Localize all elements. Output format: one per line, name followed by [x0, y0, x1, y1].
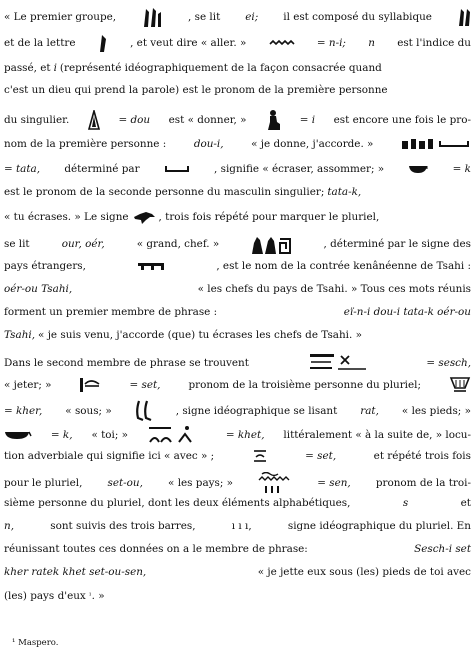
text-fragment: , déterminé par le signe des [323, 238, 471, 250]
text-fragment: sont suivis des trois barres, [50, 520, 196, 532]
text-fragment: « les pieds; » [401, 405, 471, 417]
text-fragment: . » [91, 590, 105, 602]
text-fragment: kher ratek khet set-ou-sen, [4, 566, 147, 578]
hieroglyph-basket-icon [408, 164, 428, 174]
text-fragment: est « donner, » [168, 114, 247, 126]
hieroglyph-land-icon [137, 260, 165, 272]
hieroglyph-set-small-icon [252, 448, 268, 464]
text-line [4, 496, 471, 510]
text-line [4, 109, 471, 131]
text-fragment: nom de la première personne : [4, 138, 167, 150]
text-fragment: set-ou, [107, 477, 143, 489]
text-fragment: rat, [360, 405, 379, 417]
text-line [4, 259, 471, 273]
text-fragment: passé, et [4, 62, 51, 74]
text-fragment: i [53, 62, 57, 74]
text-fragment: et de la lettre [4, 37, 76, 49]
footnote: ¹ Maspero. [12, 638, 59, 648]
text-line [4, 565, 471, 579]
text-fragment: « tu écrases. » Le signe [4, 211, 129, 223]
text-fragment: pronom de la troi- [375, 477, 471, 489]
text-fragment: « toi; » [91, 429, 129, 441]
text-fragment: (les) pays d'eux [4, 590, 86, 602]
text-fragment: « je jette eux sous (les) pieds de toi avec [257, 566, 471, 578]
hieroglyph-bird-seat-icon [251, 233, 291, 255]
text-fragment: , et veut dire « aller. » [130, 37, 247, 49]
text-fragment: sième personne du pluriel, dont les deux éléments alphabétiques, [4, 497, 351, 509]
text-fragment: ¹ [88, 592, 92, 600]
text-fragment: est encore une fois le pro- [333, 114, 471, 126]
text-fragment: « Le premier groupe, [4, 11, 117, 23]
text-fragment: = khet, [225, 429, 265, 441]
hieroglyph-reeds-icon [141, 6, 163, 28]
text-fragment: = set, [305, 450, 337, 462]
text-fragment: Dans le second membre de phrase se trouvent [4, 357, 249, 369]
text-line [4, 542, 471, 556]
text-fragment: « je suis venu, j'accorde (que) tu écrases les chefs de Tsahi. » [38, 329, 362, 341]
text-fragment: se lit [4, 238, 30, 250]
text-line [4, 424, 471, 446]
text-fragment: ei; [245, 11, 259, 23]
text-fragment: oér-ou Tsahi, [4, 283, 73, 295]
text-fragment: , signe idéographique se lisant [175, 405, 338, 417]
text-line [4, 472, 471, 494]
text-fragment: « grand, chef. » [136, 238, 220, 250]
text-line [4, 185, 471, 199]
text-line [4, 328, 365, 342]
text-fragment: dou-i, [193, 138, 224, 150]
text-line [4, 376, 471, 394]
hieroglyph-reed-pair-icon [457, 7, 471, 27]
text-fragment: = kher, [4, 405, 43, 417]
text-fragment: « les chefs du pays de Tsahi. » Tous ces mots réunis [197, 283, 471, 295]
text-fragment: , signifie « écraser, assommer; » [214, 163, 385, 175]
text-fragment: « sous; » [65, 405, 112, 417]
hieroglyph-sen-group-icon [258, 472, 292, 494]
text-fragment: , est le nom de la contrée kenânéenne de Tsahi : [216, 260, 471, 272]
hieroglyph-sesch-group-icon [308, 352, 368, 374]
hieroglyph-tata-group-icon [401, 137, 471, 151]
text-fragment: = sen, [317, 477, 351, 489]
text-fragment: du singulier. [4, 114, 70, 126]
text-fragment: s [402, 497, 409, 509]
text-fragment: déterminé par [64, 163, 140, 175]
text-line [4, 589, 108, 603]
text-line [4, 448, 471, 464]
hieroglyph-crush-det-icon [164, 163, 190, 175]
text-line [4, 33, 471, 53]
text-fragment: et répété trois fois [373, 450, 471, 462]
text-fragment: = n-i; [316, 37, 346, 49]
text-fragment: , trois fois répété pour marquer le pluriel, [158, 211, 380, 223]
hieroglyph-basket-k-icon [4, 430, 32, 440]
text-line [4, 519, 471, 533]
text-fragment: tion adverbiale qui signifie ici « avec » ; [4, 450, 215, 462]
text-fragment: réunissant toutes ces données on a le membre de phrase: [4, 543, 308, 555]
text-fragment: = dou [118, 114, 151, 126]
text-line [4, 233, 471, 255]
text-fragment: « les pays; » [168, 477, 234, 489]
text-fragment: pour le pluriel, [4, 477, 83, 489]
text-fragment: est l'indice du [397, 37, 471, 49]
text-fragment: pays étrangers, [4, 260, 86, 272]
text-fragment: Sesch-i set [414, 543, 471, 555]
text-fragment: il est composé du syllabique [283, 11, 432, 23]
text-fragment: forment un premier membre de phrase : [4, 306, 218, 318]
text-fragment: n [368, 37, 375, 49]
text-fragment: est le pronom de la seconde personne du masculin singulier; [4, 186, 325, 198]
text-fragment: pronom de la troisième personne du pluriel; [188, 379, 421, 391]
hieroglyph-kher-icon [449, 376, 471, 394]
text-line [4, 162, 471, 176]
text-fragment: = tata, [4, 163, 41, 175]
hieroglyph-khet-group-icon [147, 424, 207, 446]
text-line [4, 352, 471, 374]
text-fragment: = k [452, 163, 471, 175]
text-fragment: « jeter; » [4, 379, 52, 391]
text-fragment: tata-k, [327, 186, 362, 198]
text-line [4, 137, 471, 151]
text-fragment: eï-n-i dou-i tata-k oér-ou [343, 306, 471, 318]
hieroglyph-n-single-icon [98, 33, 108, 53]
text-line [4, 6, 471, 28]
hieroglyph-seated-god-icon [265, 109, 281, 131]
text-fragment: « je donne, j'accorde. » [251, 138, 374, 150]
text-fragment: littéralement « à la suite de, » locu- [283, 429, 471, 441]
text-fragment: = i [299, 114, 316, 126]
text-fragment: signe idéographique du pluriel. En [287, 520, 471, 532]
hieroglyph-water-ripple-icon [269, 38, 295, 48]
text-fragment: c'est un dieu qui prend la parole) est le pronom de la première personne [4, 84, 388, 96]
text-line [4, 209, 471, 225]
text-line [4, 305, 471, 319]
hieroglyph-bird-icon [132, 209, 156, 225]
hieroglyph-legs-icon [135, 400, 153, 422]
text-fragment: et [460, 497, 471, 509]
text-line [4, 61, 471, 75]
text-fragment: ı ı ı, [231, 520, 252, 532]
text-fragment: = sesch, [426, 357, 471, 369]
text-fragment: Tsahi, [4, 329, 36, 341]
text-fragment: n, [4, 520, 14, 532]
hieroglyph-bolt-set-icon [79, 376, 101, 394]
text-line [4, 83, 471, 97]
hieroglyph-cone-icon [88, 110, 100, 130]
text-fragment: , se lit [188, 11, 221, 23]
text-fragment: = set, [129, 379, 161, 391]
text-fragment: (représenté idéographiquement de la façon consacrée quand [59, 62, 382, 74]
text-line [4, 400, 471, 422]
text-line [4, 282, 471, 296]
text-fragment: = k, [50, 429, 73, 441]
text-fragment: our, oér, [61, 238, 105, 250]
